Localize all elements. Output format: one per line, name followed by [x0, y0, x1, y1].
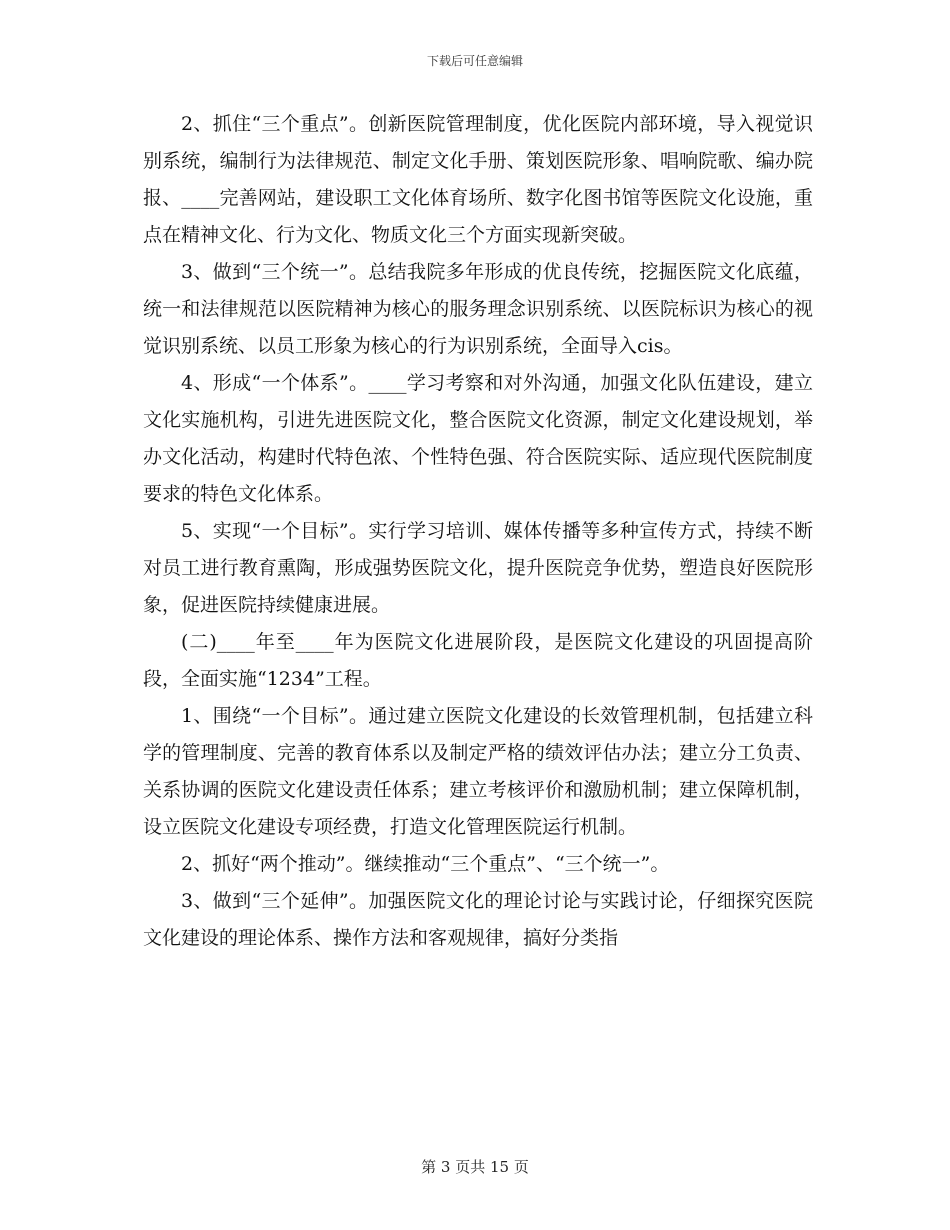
- paragraph-one-system: 4、形成“一个体系”。____学习考察和对外沟通，加强文化队伍建设，建立文化实施机构，引进先进医院文化，整合医院文化资源，制定文化建设规划，举办文化活动，构建时代特色浓、个性特色强、符合医院实际、适应现代医院制度要求的特色文化体系。: [143, 372, 813, 505]
- paragraph-grasp-three-key-points: 2、抓住“三个重点”。创新医院管理制度，优化医院内部环境，导入视觉识别系统，编制行为法律规范、制定文化手册、策划医院形象、唱响院歌、编办院报、____完善网站，建设职工文化体育场所、数字化图书馆等医院文化设施，重点在精神文化、行为文化、物质文化三个方面实现新突破。: [143, 113, 813, 246]
- paragraph-one-goal: 5、实现“一个目标”。实行学习培训、媒体传播等多种宣传方式，持续不断对员工进行教育熏陶，形成强势医院文化，提升医院竞争优势，塑造良好医院形象，促进医院持续健康进展。: [143, 520, 813, 616]
- page-header: 下载后可任意编辑: [426, 54, 523, 68]
- page-number: 第 3 页共 15 页: [421, 1158, 529, 1176]
- paragraph-three-extensions: 3、做到“三个延伸”。加强医院文化的理论讨论与实践讨论，仔细探究医院文化建设的理论体系、操作方法和客观规律，搞好分类指: [143, 890, 813, 949]
- document-body: [143, 106, 813, 957]
- paragraph-two-drives: 2、抓好“两个推动”。继续推动“三个重点”、“三个统一”。: [181, 853, 670, 875]
- paragraph-around-one-goal: 1、围绕“一个目标”。通过建立医院文化建设的长效管理机制，包括建立科学的管理制度、完善的教育体系以及制定严格的绩效评估办法；建立分工负责、关系协调的医院文化建设责任体系；建立考核评价和激励机制；建立保障机制，设立医院文化建设专项经费，打造文化管理医院运行机制。: [143, 705, 813, 838]
- paragraph-section-two-stage: (二)____年至____年为医院文化进展阶段，是医院文化建设的巩固提高阶段，全面实施“1234”工程。: [143, 631, 813, 690]
- paragraph-three-unifications: 3、做到“三个统一”。总结我院多年形成的优良传统，挖掘医院文化底蕴，统一和法律规范以医院精神为核心的服务理念识别系统、以医院标识为核心的视觉识别系统、以员工形象为核心的行为识别系统，全面导入cis。: [143, 261, 813, 357]
